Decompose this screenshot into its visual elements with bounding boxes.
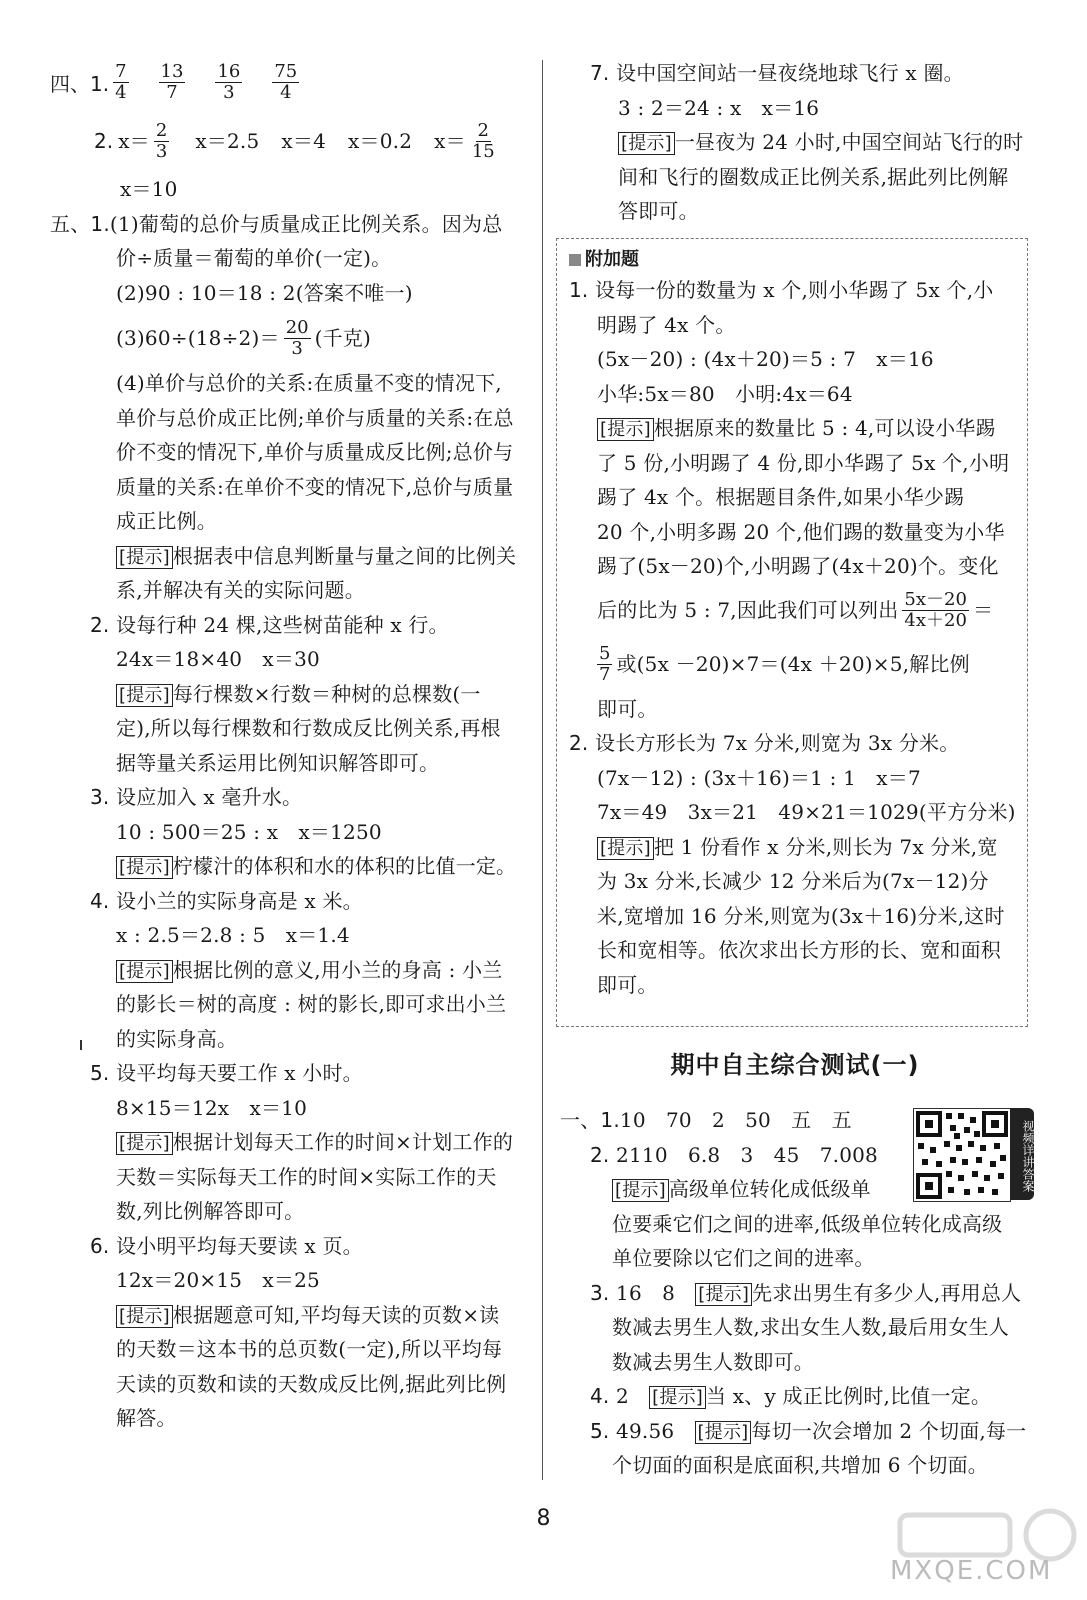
tip-label: [提示] <box>695 1421 752 1444</box>
text-line: 明踢了 4x 个。 <box>597 312 736 337</box>
s4-label: 四、1. <box>50 71 110 96</box>
q2-line: 2. 设每行种 24 棵,这些树苗能种 x 行。 <box>90 612 449 637</box>
s4-q1 <box>50 54 535 110</box>
q6-line: 6. 设小明平均每天要读 x 页。 <box>90 1233 363 1258</box>
m2-line: 2. 2110 6.8 3 45 7.008 <box>590 1142 878 1167</box>
text-line: (3)60÷(18÷2)＝ $\frac{20}{3}$ (千克) <box>116 316 371 359</box>
text-line: 据等量关系运用比例知识解答即可。 <box>116 750 440 775</box>
text-line: 为 3x 分米,长减少 12 分米后为(7x－12)分 <box>597 869 989 893</box>
text-line: 数减去男生人数即可。 <box>612 1349 814 1374</box>
tip-label: [提示] <box>597 418 654 441</box>
tip-line: [提示] 根据比例的意义,用小兰的身高 : 小兰 <box>50 953 535 988</box>
s5-q1-line: 五、1.(1)葡萄的总价与质量成正比例关系。因为总 <box>50 211 503 236</box>
text-line: 后的比为 5 : 7,因此我们可以列出 $\frac{5x-20}{4x+20}$ ＝ <box>597 589 994 631</box>
text-line: 系,并解决有关的实际问题。 <box>116 578 365 602</box>
q3-line: 3. 设应加入 x 毫升水。 <box>90 785 303 809</box>
text-line: 踢了 4x 个。根据题目条件,如果小华少踢 <box>597 485 965 509</box>
e1-line: 1. 设每一份的数量为 x 个,则小华踢了 5x 个,小 <box>569 278 994 302</box>
tip-label: [提示] <box>597 837 654 860</box>
text-line: 了 5 份,小明踢了 4 份,即小华踢了 5x 个,小明 <box>597 450 1010 475</box>
tip-label: [提示] <box>116 960 173 983</box>
fraction: $\frac{16}{3}$ <box>217 60 241 103</box>
text-line: 3 : 2＝24 : x x＝16 <box>618 95 820 120</box>
tip-line: [提示] 根据计划每天工作的时间×计划工作的 <box>50 1125 535 1160</box>
tip-line: [提示] 每行棵数×行数＝种树的总棵数(一 <box>50 677 535 712</box>
q-number: 2. <box>94 129 114 153</box>
s5-label: 五、1. <box>50 211 110 236</box>
answer: x＝0.2 <box>348 128 413 153</box>
fraction: $\frac{2}{3}$ <box>155 119 168 162</box>
text-line: 即可。 <box>597 972 658 997</box>
e2-line: 2. 设长方形长为 7x 分米,则宽为 3x 分米。 <box>569 731 960 755</box>
page-number: 8 <box>536 1506 551 1531</box>
text-line: 8×15＝12x x＝10 <box>116 1095 307 1120</box>
tip-label: [提示] <box>116 1305 173 1328</box>
text-line: 成正比例。 <box>116 509 217 533</box>
text-line: 位要乘它们之间的进率,低级单位转化成高级 <box>612 1211 1003 1236</box>
text-line: 价÷质量＝葡萄的单价(一定)。 <box>116 246 392 270</box>
tip-label: [提示] <box>649 1386 706 1409</box>
tip-label: [提示] <box>116 546 173 569</box>
tip-label: [提示] <box>116 856 173 879</box>
text-line: 数减去男生人数,求出女生人数,最后用女生人 <box>612 1315 1009 1339</box>
extra-questions-box <box>556 238 1028 1027</box>
text-line: 单价与总价成正比例;单价与质量的关系:在总 <box>116 405 514 430</box>
tip-line: [提示] 把 1 份看作 x 分米,则长为 7x 分米,宽 <box>569 830 1027 865</box>
q7-line: 7. 设中国空间站一昼夜绕地球飞行 x 圈。 <box>590 61 964 85</box>
tip-line: [提示] 柠檬汁的体积和水的体积的比值一定。 <box>50 849 535 884</box>
m4-line: 4. 2 [提示] 当 x、y 成正比例时,比值一定。 <box>590 1384 992 1408</box>
tip-label: [提示] <box>695 1283 752 1306</box>
text-line: 解答。 <box>116 1406 177 1430</box>
left-column <box>50 54 535 1436</box>
text-line: x : 2.5＝2.8 : 5 x＝1.4 <box>116 923 350 947</box>
answer: x＝ <box>434 128 466 153</box>
tip-label: [提示] <box>116 684 173 707</box>
text-line: 间和飞行的圈数成正比例关系,据此列比例解 <box>618 164 1009 189</box>
tip-line: [提示] 一昼夜为 24 小时,中国空间站飞行的时 <box>560 125 1040 160</box>
qr-label: 视频详讲答案 <box>1010 1108 1034 1200</box>
tip-line: [提示] 高级单位转化成低级单 <box>560 1172 1040 1207</box>
answer: x＝ <box>118 128 150 153</box>
text-line: 长和宽相等。依次求出长方形的长、宽和面积 <box>597 938 1001 962</box>
exam-answers <box>560 1103 1040 1483</box>
text-line: 单位要除以它们之间的进率。 <box>612 1246 875 1270</box>
tip-label: [提示] <box>618 132 675 155</box>
answer-line: x＝10 <box>120 177 178 201</box>
text-line: 质量的关系:在单价不变的情况下,总价与质量 <box>116 474 514 499</box>
text-line: 10 : 500＝25 : x x＝1250 <box>116 819 382 844</box>
tip-line: [提示] 根据原来的数量比 5 : 4,可以设小华踢 <box>569 411 1027 446</box>
fraction: $\frac{13}{7}$ <box>160 60 184 103</box>
text-line: 7x＝49 3x＝21 49×21＝1029(平方分米) <box>597 800 1016 824</box>
tip-line: [提示] 根据题意可知,平均每天读的页数×读 <box>50 1298 535 1333</box>
text-line: 答即可。 <box>618 199 699 223</box>
fraction: $\frac{75}{4}$ <box>274 60 298 103</box>
text-line: 天数＝实际每天工作的时间×实际工作的天 <box>116 1164 497 1189</box>
text-line: 定),所以每行棵数和行数成反比例关系,再根 <box>116 716 501 740</box>
fraction: $\frac{2}{15}$ <box>471 119 495 162</box>
text-line: 小华:5x＝80 小明:4x＝64 <box>597 381 853 406</box>
tip-line: [提示] 根据表中信息判断量与量之间的比例关 <box>50 539 535 574</box>
answer: x＝4 <box>281 128 327 153</box>
tip-label: [提示] <box>116 1132 173 1155</box>
extra-title: 附加题 <box>569 245 1027 271</box>
text-line: 24x＝18×40 x＝30 <box>116 647 320 671</box>
watermark-text: MXQE.COM <box>890 1556 1053 1586</box>
right-column <box>560 56 1040 229</box>
text-line: 12x＝20×15 x＝25 <box>116 1268 320 1292</box>
text-line: $\frac{5}{7}$ 或(5x －20)×7＝(4x ＋20)×5,解比例 <box>599 643 970 685</box>
q5-line: 5. 设平均每天要工作 x 小时。 <box>90 1061 363 1085</box>
text-line: (2)90 : 10＝18 : 2(答案不唯一) <box>116 280 413 305</box>
section-title: 期中自主综合测试(一) <box>670 1051 920 1079</box>
m1-line: 一、1.10 70 2 50 五 五 <box>560 1108 852 1132</box>
text-line: 20 个,小明多踢 20 个,他们踢的数量变为小华 <box>597 519 1005 544</box>
tip-label: [提示] <box>612 1179 669 1202</box>
square-icon <box>569 254 581 266</box>
text-line: 的天数＝这本书的总页数(一定),所以平均每 <box>116 1337 503 1361</box>
q4-line: 4. 设小兰的实际身高是 x 米。 <box>90 888 363 913</box>
fraction: $\frac{7}{4}$ <box>115 60 127 103</box>
text-line: 米,宽增加 16 分米,则宽为(3x＋16)分米,这时 <box>597 903 1005 928</box>
m3-line: 3. 16 8 [提示] 先求出男生有多少人,再用总人 <box>590 1280 1022 1305</box>
text-line: (4)单价与总价的关系:在质量不变的情况下, <box>116 371 502 395</box>
text-line: 踢了(5x－20)个,小明踢了(4x＋20)个。变化 <box>597 554 999 578</box>
text-line: 即可。 <box>597 696 658 721</box>
text-line: 数,列比例解答即可。 <box>116 1199 305 1223</box>
column-divider <box>542 60 543 1480</box>
text-line: 的实际身高。 <box>116 1026 238 1051</box>
text-line: 天读的页数和读的天数成反比例,据此列比例 <box>116 1371 507 1396</box>
text-line: 价不变的情况下,单价与质量成反比例;总价与 <box>116 440 514 464</box>
text-line: (7x－12) : (3x＋16)＝1 : 1 x＝7 <box>597 765 921 790</box>
m5-line: 5. 49.56 [提示] 每切一次会增加 2 个切面,每一 <box>590 1418 1027 1443</box>
answer: x＝2.5 <box>195 128 260 153</box>
s4-q2 <box>50 110 535 172</box>
text-line: 个切面的面积是底面积,共增加 6 个切面。 <box>612 1453 988 1477</box>
text-line: (5x－20) : (4x＋20)＝5 : 7 x＝16 <box>597 347 934 371</box>
text-line: 的影长＝树的高度 : 树的影长,即可求出小兰 <box>116 992 507 1016</box>
